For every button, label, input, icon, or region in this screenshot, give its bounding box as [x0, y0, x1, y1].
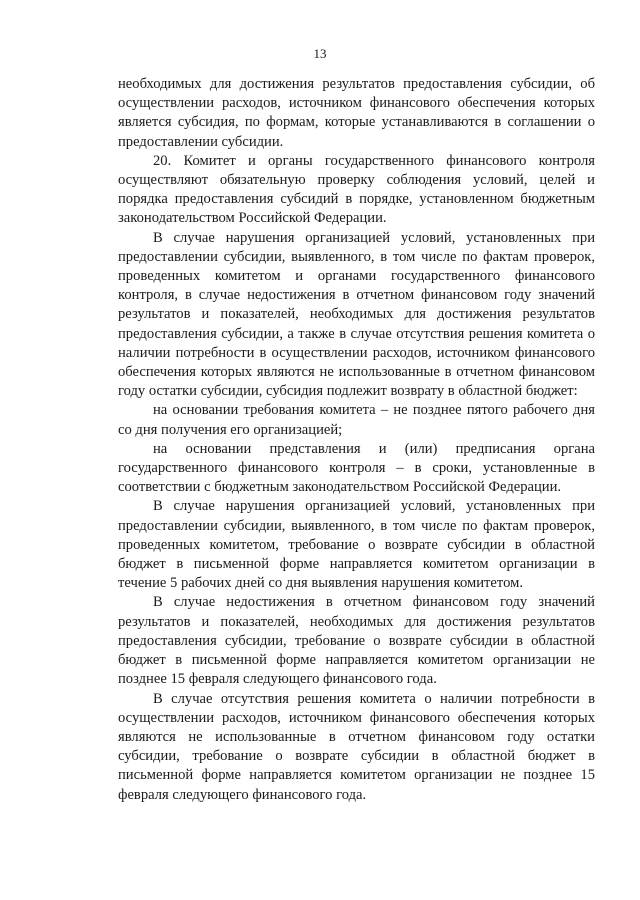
page-number: 13 — [313, 46, 327, 61]
paragraph-return-conditions: В случае нарушения организацией условий, установленных при предоставлении субсидии, выявленного, в том числе по фактам проверок, проведенных комитетом и органами государственного финансового контроля, в случае недостижения в отчетном финансовом году значений результатов и показателей, необходимых для достижения результатов предоставления субсидии, а также в случае отсутствия решения комитета о наличии потребности в осуществлении расходов, источником финансового обеспечения которых являются не использованные в отчетном финансовом году остатки субсидии, субсидия подлежит возврату в областной бюджет: — [118, 229, 595, 400]
paragraph-committee-requirement: на основании требования комитета – не позднее пятого рабочего дня со дня получения его организацией; — [118, 402, 595, 438]
paragraph-continuation: необходимых для достижения результатов предоставления субсидии, об осуществлении расходов, источником финансового обеспечения которых является субсидия, по формам, которые устанавливаются в соглашении о предоставлении субсидии. — [118, 76, 595, 150]
paragraph-clause-20: 20. Комитет и органы государственного финансового контроля осуществляют обязательную проверку соблюдения условий, целей и порядка предоставления субсидий в порядке, установленном бюджетным законодательством Российской Федерации. — [118, 152, 595, 227]
paragraph-violation-notice: В случае нарушения организацией условий, установленных при предоставлении субсидии, выявленного, в том числе по фактам проверок, проведенных комитетом, требование о возврате субсидии в областной бюджет в письменной форме направляется комитетом организации в течение 5 рабочих дней со дня выявления нарушения комитетом. — [118, 498, 595, 592]
document-body — [118, 75, 595, 805]
paragraph-results-not-achieved: В случае недостижения в отчетном финансовом году значений результатов и показателей, необходимых для достижения результатов предоставления субсидии, требование о возврате субсидии в областной бюджет в письменной форме направляется комитетом организации не позднее 15 февраля следующего финансового года. — [118, 594, 595, 688]
paragraph-no-decision-remainder: В случае отсутствия решения комитета о наличии потребности в осуществлении расходов, источником финансового обеспечения которых являются не использованные в отчетном финансовом году остатки субсидии, требование о возврате субсидии в областной бюджет в письменной форме направляется комитетом организации не позднее 15 февраля следующего финансового года. — [118, 690, 595, 803]
paragraph-control-body-order: на основании представления и (или) предписания органа государственного финансового контроля – в сроки, установленные в соответствии с бюджетным законодательством Российской Федерации. — [118, 440, 595, 496]
